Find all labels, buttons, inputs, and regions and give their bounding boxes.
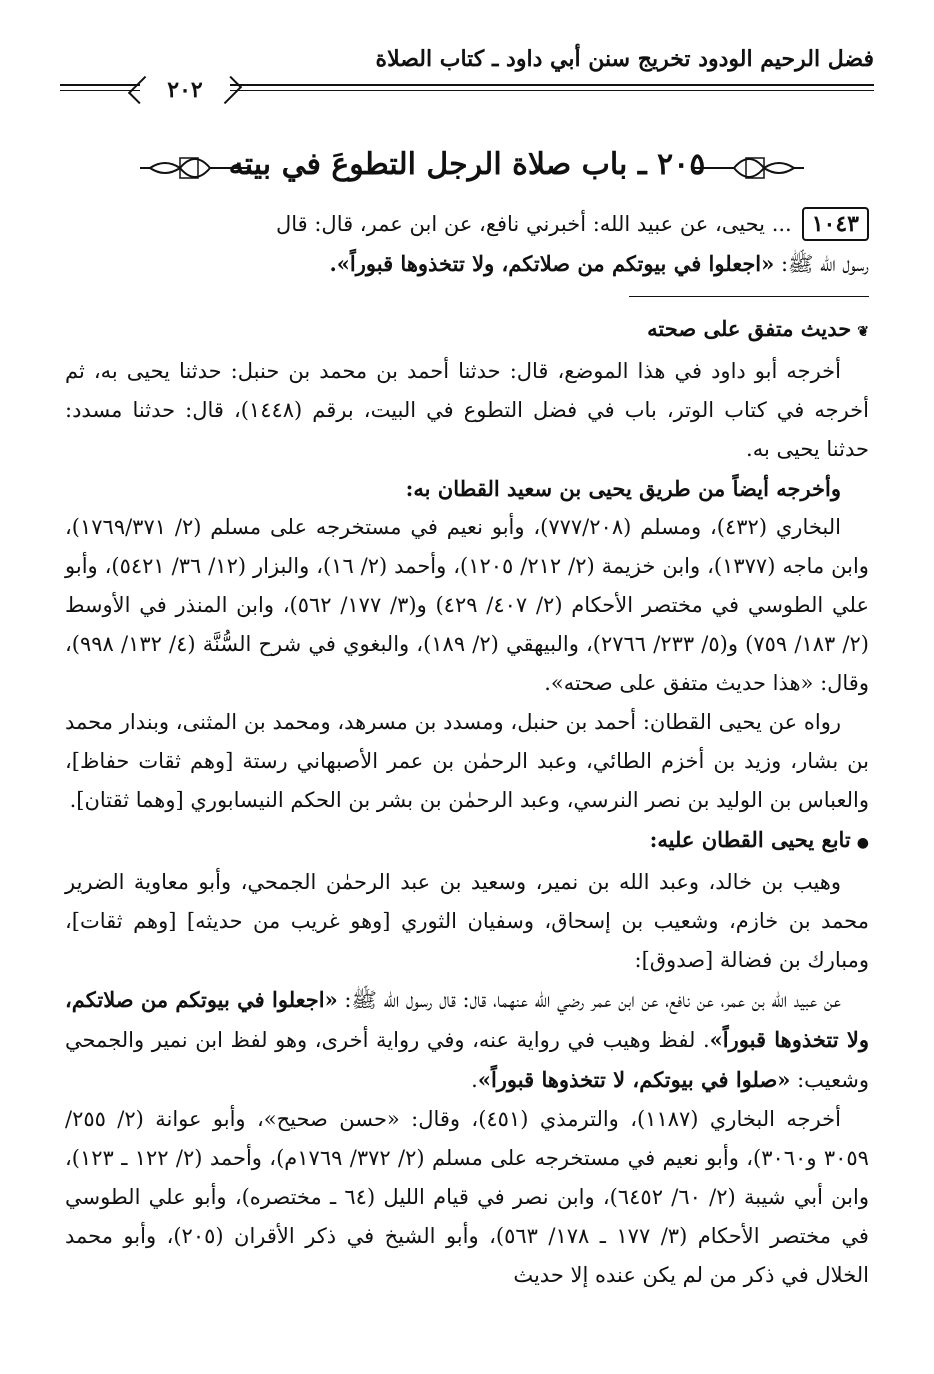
- paragraph: البخاري (٤٣٢)، ومسلم (٧٧٧/٢٠٨)، وأبو نعيم في مستخرجه على مسلم (٢/ ١٧٦٩/٣٧١)، وابن ماجه (١٣٧٧)، وابن خزيمة (٢/ ٢١٢/ ١٢٠٥)، وأحمد (٢/ ١٦)، والبزار (١٢/ ٣٦/ ٥٤٢١)، وأبو علي الطوسي في مختصر الأحكام (٢/ ٤٠٧/ ٤٢٩) و(٣/ ١٧٧/ ٥٦٢)، وابن المنذر في الأوسط (٢/ ١٨٣/ ٧٥٩) و(٥/ ٢٣٣/ ٢٧٦٦)، والبيهقي (٢/ ١٨٩)، والبغوي في شرح السُّنَّة (٤/ ١٣٢/ ٩٩٨)، وقال: «هذا حديث متفق على صحته».: [65, 515, 869, 695]
- page-number: ٢٠٢: [140, 70, 230, 110]
- hadith-matn: «اجعلوا في بيوتكم من صلاتكم، ولا تتخذوها قبوراً».: [329, 251, 775, 276]
- running-title: فضل الرحيم الودود تخريج سنن أبي داود ـ كتاب الصلاة: [375, 46, 874, 72]
- section-divider: [629, 296, 869, 297]
- hadith-line-2-prefix: رسول الله ﷺ:: [774, 252, 869, 276]
- hadith-line-1: [65, 205, 869, 244]
- ornament-right-icon: [694, 148, 804, 188]
- page-content: [65, 205, 869, 1295]
- hadith-number: ١٠٤٣: [802, 207, 869, 241]
- hadith-line-1-text: ... يحيى، عن عبيد الله: أخبرني نافع، عن ابن عمر، قال: قال: [275, 212, 792, 236]
- period: .: [471, 1068, 478, 1092]
- matn-2: «صلوا في بيوتكم، لا تتخذوها قبوراً»: [477, 1067, 791, 1092]
- section-heading-followers: [65, 820, 869, 863]
- narration-note: . لفظ وهيب في رواية عنه، وفي رواية أخرى، وهو لفظ ابن نمير والجمحي وشعيب:: [65, 1028, 869, 1092]
- paragraph: رواه عن يحيى القطان: أحمد بن حنبل، ومسدد بن مسرهد، ومحمد بن المثنى، وبندار محمد بن بشار، وزيد بن أخزم الطائي، وعبد الرحمٰن بن عمر الأصبهاني رستة [وهم ثقات حفاظ]، والعباس بن الوليد بن نصر النرسي، وعبد الرحمٰن بن بشر بن الحكم النيسابوري [وهما ثقتان].: [65, 710, 870, 812]
- hadith-line-2: [65, 244, 869, 284]
- matn-1: «اجعلوا في بيوتكم من صلاتكم، ولا تتخذوها قبوراً»: [65, 987, 869, 1052]
- chapter-heading: [0, 140, 934, 200]
- paragraph: [65, 980, 869, 1100]
- chapter-title: ٢٠٥ ـ باب صلاة الرجل التطوعَ في بيته: [228, 147, 706, 182]
- hadith-text: [65, 205, 869, 284]
- ornament-left-icon: [140, 148, 250, 188]
- divider-wrap: [65, 284, 869, 309]
- followers-heading-text: تابع يحيى القطان عليه:: [649, 827, 851, 852]
- paragraph: أخرجه البخاري (١١٨٧)، والترمذي (٤٥١)، وقال: «حسن صحيح»، وأبو عوانة (٢/ ٢٥٥/ ٣٠٥٩ و٣٠٦٠)، وأبو نعيم في مستخرجه على مسلم (٢/ ٣٧٢/ ١٧٦٩م)، وأحمد (٢/ ١٢٢ ـ ١٢٣)، وابن أبي شيبة (٢/ ٦٠/ ٦٤٥٢)، وابن نصر في قيام الليل (٦٤ ـ مختصره)، وأبو علي الطوسي في مختصر الأحكام (٣/ ١٧٧ ـ ١٧٨/ ٥٦٣)، وأبو الشيخ في ذكر الأقران (٢٠٥)، وأبو محمد الخلال في ذكر من لم يكن عنده إلا حديث: [65, 1107, 869, 1287]
- paragraph: وهيب بن خالد، وعبد الله بن نمير، وسعيد بن عبد الرحمٰن الجمحي، وأبو معاوية الضرير محمد بن خازم، وشعيب بن إسحاق، وسفيان الثوري [وهو غريب من حديثه] [وهم ثقات]، ومبارك بن فضالة [صدوق]:: [65, 870, 869, 972]
- leaf-marker-icon: ❦: [857, 324, 869, 340]
- verdict-text: حديث متفق على صحته: [647, 316, 852, 341]
- section-heading-verdict: [65, 309, 869, 352]
- narration-chain: عن عبيد الله بن عمر، عن نافع، عن ابن عمر رضي الله عنهما، قال: قال رسول الله ﷺ:: [337, 988, 841, 1012]
- circle-marker-icon: ●: [856, 835, 869, 851]
- subheading-routes: وأخرجه أيضاً من طريق يحيى بن سعيد القطان به:: [405, 476, 841, 501]
- paragraph: أخرجه أبو داود في هذا الموضع، قال: حدثنا أحمد بن محمد بن حنبل: حدثنا يحيى به، ثم أخرجه في كتاب الوتر، باب في فضل التطوع في البيت، برقم (١٤٤٨)، قال: حدثنا مسدد: حدثنا يحيى به.: [65, 359, 869, 461]
- page-header: [60, 40, 874, 110]
